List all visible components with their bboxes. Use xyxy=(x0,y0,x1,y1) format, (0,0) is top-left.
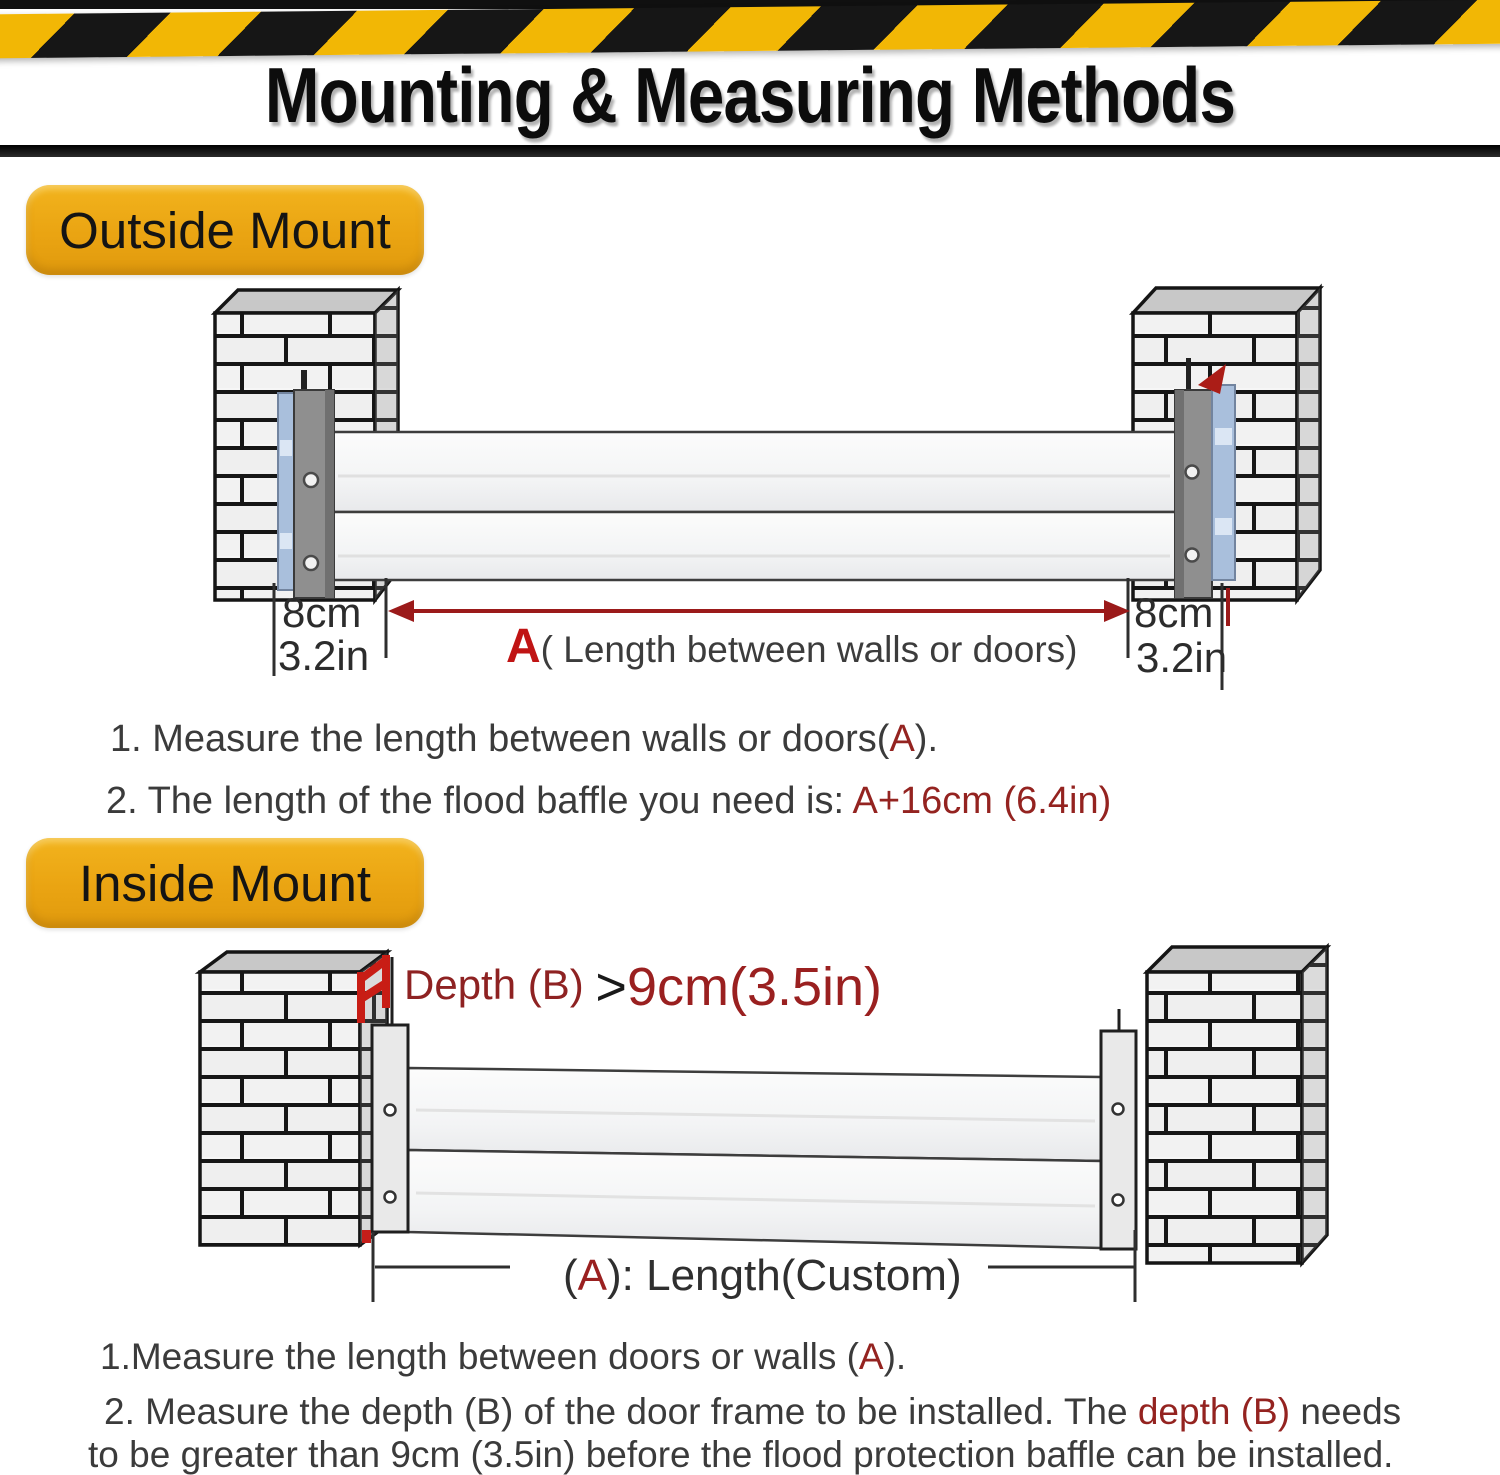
screw-hole xyxy=(385,1192,396,1203)
outside-mount-badge: Outside Mount xyxy=(26,185,424,275)
bracket-top-stub xyxy=(301,370,307,392)
inside-step-2 xyxy=(88,1390,1488,1475)
step-text: 2. Measure the depth (B) of the door frame to be installed. The xyxy=(104,1391,1138,1432)
depth-label-red: Depth (B) xyxy=(404,961,596,1008)
greater-than-sign: > xyxy=(595,957,627,1017)
bracket-top-stub xyxy=(1186,358,1191,390)
outside-flood-barrier-panels xyxy=(330,432,1176,580)
screw-hole xyxy=(1186,466,1199,479)
outside-step-1 xyxy=(110,718,938,761)
header-divider-bar xyxy=(0,145,1500,157)
screw-hole xyxy=(385,1105,396,1116)
seal-strip xyxy=(278,393,294,590)
screw-hole xyxy=(1186,549,1199,562)
step-text: needs xyxy=(1290,1391,1402,1432)
seal-strip xyxy=(1212,385,1235,580)
length-a-red: A xyxy=(577,1251,608,1300)
step-text-highlight: A xyxy=(889,718,915,760)
depth-value-red: 9cm(3.5in) xyxy=(626,957,883,1017)
step-text: 1. Measure the length between walls or doors( xyxy=(110,718,890,760)
outside-mount-diagram xyxy=(0,278,1500,708)
arrowhead-left xyxy=(388,600,414,622)
right-offset-cm-label: 8cm xyxy=(1134,589,1214,636)
depth-label xyxy=(404,957,882,1017)
step-text-highlight: A+16cm (6.4in) xyxy=(852,780,1112,822)
screw-hole xyxy=(1113,1195,1124,1206)
arrowhead-right xyxy=(1104,600,1130,622)
span-a-red: A xyxy=(506,620,541,673)
red-corner-mark xyxy=(362,1230,371,1243)
right-offset-in-label: 3.2in xyxy=(1136,634,1228,681)
step-text: ). xyxy=(883,1336,907,1377)
step-text: to be greater than 9cm (3.5in) before the flood protection baffle can be installed. xyxy=(88,1434,1394,1475)
inside-mount-badge: Inside Mount xyxy=(26,838,424,928)
page-title: Mounting & Measuring Methods xyxy=(264,51,1236,139)
screw-hole xyxy=(304,556,318,570)
left-offset-cm-label: 8cm xyxy=(282,589,362,636)
span-length-label: A( Length between walls or doors) xyxy=(506,620,1078,673)
step-text: ). xyxy=(914,718,939,760)
outside-left-mounting-bracket xyxy=(278,370,334,598)
length-label: (A): Length(Custom) xyxy=(563,1251,962,1300)
step-text-highlight: depth (B) xyxy=(1137,1391,1291,1432)
step-text-highlight: A xyxy=(858,1336,884,1377)
left-offset-in-label: 3.2in xyxy=(278,632,370,679)
screw-hole xyxy=(304,473,318,487)
inside-right-mounting-plate xyxy=(1101,1009,1136,1249)
step-text: 2. The length of the flood baffle you need is: xyxy=(106,780,853,822)
step-text: 1.Measure the length between doors or walls ( xyxy=(100,1336,859,1377)
mounting-plate xyxy=(1101,1031,1136,1249)
outside-step-2 xyxy=(106,780,1111,823)
inside-mount-diagram xyxy=(0,935,1500,1355)
inside-right-brick-pillar xyxy=(1147,947,1327,1263)
screw-hole xyxy=(1113,1104,1124,1115)
red-leader-line xyxy=(1226,588,1230,626)
inside-flood-barrier-panels xyxy=(408,1068,1101,1248)
inside-step-1 xyxy=(100,1336,906,1378)
